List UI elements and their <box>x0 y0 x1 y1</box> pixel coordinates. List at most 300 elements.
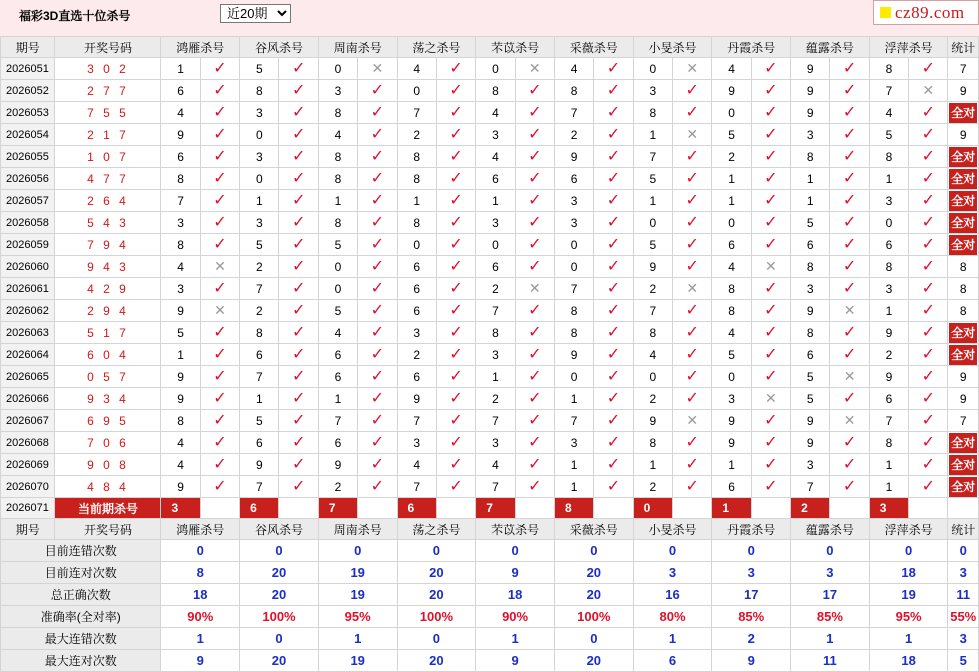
result-cell <box>909 344 948 366</box>
cross-icon: ✕ <box>922 82 935 98</box>
table-row <box>1 366 979 388</box>
summary-label: 目前连错次数 <box>1 540 161 562</box>
summary-value: 1 <box>318 628 397 650</box>
summary-row <box>1 650 979 672</box>
kill-number-cell: 4 <box>712 322 751 344</box>
kill-number-cell: 0 <box>318 256 357 278</box>
stat-cell <box>948 146 979 168</box>
table-row <box>1 300 979 322</box>
kill-number-cell: 6 <box>240 344 279 366</box>
stat-cell: 9 <box>948 366 979 388</box>
check-icon: ✓ <box>842 477 857 495</box>
period-cell: 2026056 <box>1 168 55 190</box>
summary-value: 85% <box>712 606 791 628</box>
kill-number-cell: 4 <box>554 58 593 80</box>
result-cell <box>436 476 475 498</box>
check-icon: ✓ <box>528 103 542 121</box>
kill-number-cell: 6 <box>318 344 357 366</box>
result-cell <box>594 476 633 498</box>
check-icon: ✓ <box>606 147 621 165</box>
cross-icon: ✕ <box>214 302 226 318</box>
kill-number-cell: 2 <box>397 344 436 366</box>
result-cell <box>436 102 475 124</box>
current-kill-blank <box>515 498 554 519</box>
kill-number-cell: 0 <box>240 124 279 146</box>
kill-number-cell: 9 <box>712 410 751 432</box>
summary-value: 0 <box>318 540 397 562</box>
check-icon: ✓ <box>606 235 621 253</box>
period-range-select[interactable] <box>220 4 291 23</box>
result-cell <box>751 432 790 454</box>
header-expert: 丹霞杀号 <box>712 37 791 58</box>
check-icon: ✓ <box>764 169 778 187</box>
current-period-row <box>1 498 979 519</box>
cross-icon: ✕ <box>686 60 699 76</box>
summary-value: 0 <box>554 628 633 650</box>
check-icon: ✓ <box>685 433 699 451</box>
kill-number-cell: 8 <box>554 322 593 344</box>
result-cell <box>909 58 948 80</box>
header-expert: 荡之杀号 <box>397 519 476 540</box>
check-icon: ✓ <box>606 433 621 451</box>
summary-value: 0 <box>791 540 870 562</box>
kill-number-cell: 2 <box>240 256 279 278</box>
kill-number-cell: 4 <box>476 102 515 124</box>
check-icon: ✓ <box>842 169 857 187</box>
stat-cell <box>948 102 979 124</box>
result-cell <box>515 344 554 366</box>
result-cell <box>279 300 318 322</box>
kill-number-cell: 9 <box>240 454 279 476</box>
check-icon: ✓ <box>291 169 306 187</box>
cross-icon: ✕ <box>843 368 856 384</box>
table-row <box>1 454 979 476</box>
result-cell <box>594 190 633 212</box>
kill-number-cell: 9 <box>554 344 593 366</box>
result-cell <box>673 256 712 278</box>
kill-number-cell: 2 <box>240 300 279 322</box>
draw-number-cell: 4 7 7 <box>55 168 161 190</box>
kill-number-cell: 0 <box>712 102 751 124</box>
result-cell <box>594 234 633 256</box>
kill-number-cell: 7 <box>240 366 279 388</box>
check-icon: ✓ <box>291 279 306 297</box>
kill-number-cell: 7 <box>240 476 279 498</box>
check-icon: ✓ <box>685 169 699 187</box>
result-cell <box>751 190 790 212</box>
result-cell <box>358 58 397 80</box>
result-cell <box>830 102 869 124</box>
check-icon: ✓ <box>449 103 463 121</box>
kill-number-cell: 2 <box>633 476 672 498</box>
summary-value: 6 <box>633 650 712 672</box>
check-icon: ✓ <box>528 235 542 253</box>
result-cell <box>436 146 475 168</box>
period-cell: 2026060 <box>1 256 55 278</box>
result-cell <box>515 388 554 410</box>
check-icon: ✓ <box>764 279 778 297</box>
result-cell <box>436 432 475 454</box>
check-icon: ✓ <box>449 367 463 385</box>
check-icon: ✓ <box>921 455 935 473</box>
check-icon: ✓ <box>921 433 935 451</box>
summary-row <box>1 606 979 628</box>
check-icon: ✓ <box>449 411 463 429</box>
stat-cell: 9 <box>948 124 979 146</box>
kill-number-cell: 0 <box>240 168 279 190</box>
result-cell <box>515 58 554 80</box>
kill-number-cell: 8 <box>318 212 357 234</box>
result-cell <box>436 168 475 190</box>
result-cell <box>830 322 869 344</box>
check-icon: ✓ <box>449 169 463 187</box>
summary-value: 0 <box>240 628 319 650</box>
result-cell <box>751 366 790 388</box>
kill-number-cell: 2 <box>633 278 672 300</box>
kill-number-cell: 2 <box>476 278 515 300</box>
result-cell <box>358 168 397 190</box>
summary-stat: 3 <box>948 628 979 650</box>
draw-number-cell: 1 0 7 <box>55 146 161 168</box>
result-cell <box>909 256 948 278</box>
check-icon: ✓ <box>291 235 306 253</box>
result-cell <box>436 344 475 366</box>
summary-value: 95% <box>869 606 948 628</box>
kill-number-cell: 8 <box>476 80 515 102</box>
summary-value: 18 <box>869 562 948 584</box>
check-icon: ✓ <box>291 323 306 341</box>
all-correct-badge: 全对 <box>949 169 977 189</box>
kill-number-cell: 6 <box>712 234 751 256</box>
check-icon: ✓ <box>449 433 463 451</box>
result-cell <box>279 212 318 234</box>
stat-cell: 8 <box>948 256 979 278</box>
check-icon: ✓ <box>685 235 699 253</box>
kill-number-cell: 8 <box>791 256 830 278</box>
period-cell: 2026058 <box>1 212 55 234</box>
header-expert: 丹霞杀号 <box>712 519 791 540</box>
result-cell <box>751 234 790 256</box>
kill-number-cell: 8 <box>476 322 515 344</box>
header-expert: 周南杀号 <box>318 37 397 58</box>
site-logo[interactable] <box>873 0 979 25</box>
result-cell <box>594 454 633 476</box>
result-cell <box>515 80 554 102</box>
check-icon: ✓ <box>842 323 857 341</box>
result-cell <box>830 124 869 146</box>
header-expert: 周南杀号 <box>318 519 397 540</box>
kill-number-cell: 1 <box>633 124 672 146</box>
check-icon: ✓ <box>449 345 463 363</box>
result-cell <box>751 146 790 168</box>
kill-number-table <box>0 36 979 672</box>
header-stats: 统计 <box>948 37 979 58</box>
current-kill-number: 7 <box>318 498 357 519</box>
check-icon: ✓ <box>213 477 227 495</box>
current-kill-blank <box>830 498 869 519</box>
check-icon: ✓ <box>764 125 778 143</box>
check-icon: ✓ <box>921 103 935 121</box>
check-icon: ✓ <box>685 301 699 319</box>
check-icon: ✓ <box>921 125 935 143</box>
check-icon: ✓ <box>606 279 621 297</box>
check-icon: ✓ <box>370 455 385 473</box>
summary-label: 目前连对次数 <box>1 562 161 584</box>
result-cell <box>279 410 318 432</box>
result-cell <box>909 322 948 344</box>
check-icon: ✓ <box>606 257 621 275</box>
summary-value: 2 <box>712 628 791 650</box>
header-expert: 小旻杀号 <box>633 519 712 540</box>
result-cell <box>358 344 397 366</box>
kill-number-cell: 9 <box>791 80 830 102</box>
result-cell <box>200 234 239 256</box>
kill-number-cell: 8 <box>633 322 672 344</box>
kill-number-cell: 6 <box>397 278 436 300</box>
kill-number-cell: 7 <box>476 410 515 432</box>
kill-number-cell: 8 <box>554 300 593 322</box>
summary-value: 20 <box>554 584 633 606</box>
period-cell: 2026064 <box>1 344 55 366</box>
check-icon: ✓ <box>606 389 621 407</box>
check-icon: ✓ <box>842 455 857 473</box>
result-cell <box>673 432 712 454</box>
check-icon: ✓ <box>685 213 699 231</box>
kill-number-cell: 3 <box>476 124 515 146</box>
check-icon: ✓ <box>685 103 699 121</box>
header-stats: 统计 <box>948 519 979 540</box>
result-cell <box>358 146 397 168</box>
kill-number-cell: 1 <box>318 190 357 212</box>
check-icon: ✓ <box>213 103 227 121</box>
result-cell <box>515 124 554 146</box>
result-cell <box>200 410 239 432</box>
result-cell <box>673 168 712 190</box>
result-cell <box>751 388 790 410</box>
check-icon: ✓ <box>449 81 463 99</box>
table-row <box>1 410 979 432</box>
table-row <box>1 80 979 102</box>
kill-number-cell: 9 <box>791 410 830 432</box>
kill-number-cell: 1 <box>712 190 751 212</box>
check-icon: ✓ <box>291 59 306 77</box>
check-icon: ✓ <box>528 147 542 165</box>
check-icon: ✓ <box>764 235 778 253</box>
check-icon: ✓ <box>213 125 227 143</box>
table-row <box>1 256 979 278</box>
kill-number-cell: 4 <box>397 454 436 476</box>
all-correct-badge: 全对 <box>949 345 977 365</box>
result-cell <box>279 476 318 498</box>
kill-number-cell: 1 <box>397 190 436 212</box>
current-kill-blank <box>751 498 790 519</box>
kill-number-cell: 8 <box>712 300 751 322</box>
result-cell <box>751 80 790 102</box>
result-cell <box>436 124 475 146</box>
kill-number-cell: 7 <box>633 146 672 168</box>
table-row <box>1 212 979 234</box>
check-icon: ✓ <box>764 213 778 231</box>
result-cell <box>279 454 318 476</box>
kill-number-cell: 9 <box>791 58 830 80</box>
stat-cell <box>948 190 979 212</box>
all-correct-badge: 全对 <box>949 433 977 453</box>
check-icon: ✓ <box>921 477 935 495</box>
result-cell <box>279 366 318 388</box>
check-icon: ✓ <box>213 279 227 297</box>
check-icon: ✓ <box>606 81 621 99</box>
check-icon: ✓ <box>528 213 542 231</box>
result-cell <box>594 256 633 278</box>
kill-number-cell: 6 <box>240 432 279 454</box>
check-icon: ✓ <box>606 191 621 209</box>
kill-number-cell: 7 <box>397 476 436 498</box>
kill-number-cell: 2 <box>869 344 908 366</box>
check-icon: ✓ <box>606 367 621 385</box>
kill-number-cell: 1 <box>869 168 908 190</box>
header-expert: 浮萍杀号 <box>869 37 948 58</box>
result-cell <box>200 146 239 168</box>
current-kill-number: 1 <box>712 498 751 519</box>
result-cell <box>358 256 397 278</box>
check-icon: ✓ <box>291 367 306 385</box>
summary-value: 100% <box>397 606 476 628</box>
result-cell <box>673 102 712 124</box>
kill-number-cell: 7 <box>476 476 515 498</box>
current-period-cell: 2026071 <box>1 498 55 519</box>
check-icon: ✓ <box>213 59 227 77</box>
summary-value: 0 <box>712 540 791 562</box>
kill-number-cell: 5 <box>869 124 908 146</box>
check-icon: ✓ <box>764 477 778 495</box>
check-icon: ✓ <box>213 147 227 165</box>
summary-value: 19 <box>318 650 397 672</box>
check-icon: ✓ <box>449 59 463 77</box>
check-icon: ✓ <box>528 301 542 319</box>
current-stat-blank <box>948 498 979 519</box>
result-cell <box>594 366 633 388</box>
kill-number-cell: 3 <box>161 212 200 234</box>
draw-number-cell: 9 4 3 <box>55 256 161 278</box>
check-icon: ✓ <box>370 191 385 209</box>
current-kill-blank <box>358 498 397 519</box>
logo-text: cz89.com <box>895 2 965 22</box>
result-cell <box>515 454 554 476</box>
all-correct-badge: 全对 <box>949 213 977 233</box>
result-cell <box>515 476 554 498</box>
kill-number-cell: 5 <box>712 344 751 366</box>
kill-number-cell: 8 <box>791 146 830 168</box>
current-kill-number: 7 <box>476 498 515 519</box>
result-cell <box>200 58 239 80</box>
check-icon: ✓ <box>370 235 385 253</box>
kill-number-cell: 2 <box>397 124 436 146</box>
table-row <box>1 190 979 212</box>
table-row <box>1 388 979 410</box>
check-icon: ✓ <box>213 433 227 451</box>
kill-number-cell: 9 <box>318 454 357 476</box>
check-icon: ✓ <box>842 81 857 99</box>
stat-cell: 8 <box>948 300 979 322</box>
period-cell: 2026066 <box>1 388 55 410</box>
kill-number-cell: 2 <box>633 388 672 410</box>
top-bar <box>0 0 979 36</box>
check-icon: ✓ <box>842 279 857 297</box>
kill-number-cell: 1 <box>633 190 672 212</box>
check-icon: ✓ <box>291 433 306 451</box>
result-cell <box>673 322 712 344</box>
kill-number-cell: 9 <box>161 476 200 498</box>
result-cell <box>594 168 633 190</box>
draw-number-cell: 6 0 4 <box>55 344 161 366</box>
check-icon: ✓ <box>213 213 227 231</box>
summary-value: 0 <box>633 540 712 562</box>
check-icon: ✓ <box>606 411 621 429</box>
result-cell <box>436 80 475 102</box>
check-icon: ✓ <box>842 125 857 143</box>
check-icon: ✓ <box>921 323 935 341</box>
stat-cell: 9 <box>948 388 979 410</box>
stat-cell: 9 <box>948 80 979 102</box>
check-icon: ✓ <box>764 433 778 451</box>
check-icon: ✓ <box>764 59 778 77</box>
kill-number-cell: 9 <box>161 300 200 322</box>
stat-cell <box>948 432 979 454</box>
check-icon: ✓ <box>606 323 621 341</box>
check-icon: ✓ <box>449 191 463 209</box>
check-icon: ✓ <box>449 301 463 319</box>
kill-number-cell: 6 <box>869 388 908 410</box>
result-cell <box>436 234 475 256</box>
summary-value: 1 <box>476 628 555 650</box>
result-cell <box>436 388 475 410</box>
kill-number-cell: 5 <box>318 300 357 322</box>
result-cell <box>830 344 869 366</box>
kill-number-cell: 5 <box>240 410 279 432</box>
kill-number-cell: 7 <box>791 476 830 498</box>
result-cell <box>594 124 633 146</box>
summary-label: 总正确次数 <box>1 584 161 606</box>
kill-number-cell: 5 <box>712 124 751 146</box>
kill-number-cell: 8 <box>633 102 672 124</box>
period-cell: 2026068 <box>1 432 55 454</box>
kill-number-cell: 4 <box>397 58 436 80</box>
result-cell <box>279 278 318 300</box>
period-cell: 2026062 <box>1 300 55 322</box>
check-icon: ✓ <box>370 345 385 363</box>
kill-number-cell: 5 <box>161 322 200 344</box>
stat-cell <box>948 454 979 476</box>
check-icon: ✓ <box>291 103 306 121</box>
result-cell <box>436 278 475 300</box>
result-cell <box>909 102 948 124</box>
result-cell <box>515 278 554 300</box>
kill-number-cell: 8 <box>240 322 279 344</box>
check-icon: ✓ <box>291 81 306 99</box>
table-row <box>1 432 979 454</box>
draw-number-cell: 9 3 4 <box>55 388 161 410</box>
period-cell: 2026061 <box>1 278 55 300</box>
table-row <box>1 344 979 366</box>
result-cell <box>200 454 239 476</box>
result-cell <box>358 432 397 454</box>
check-icon: ✓ <box>764 345 778 363</box>
result-cell <box>594 432 633 454</box>
check-icon: ✓ <box>921 257 935 275</box>
result-cell <box>673 388 712 410</box>
summary-value: 9 <box>161 650 240 672</box>
check-icon: ✓ <box>606 345 621 363</box>
